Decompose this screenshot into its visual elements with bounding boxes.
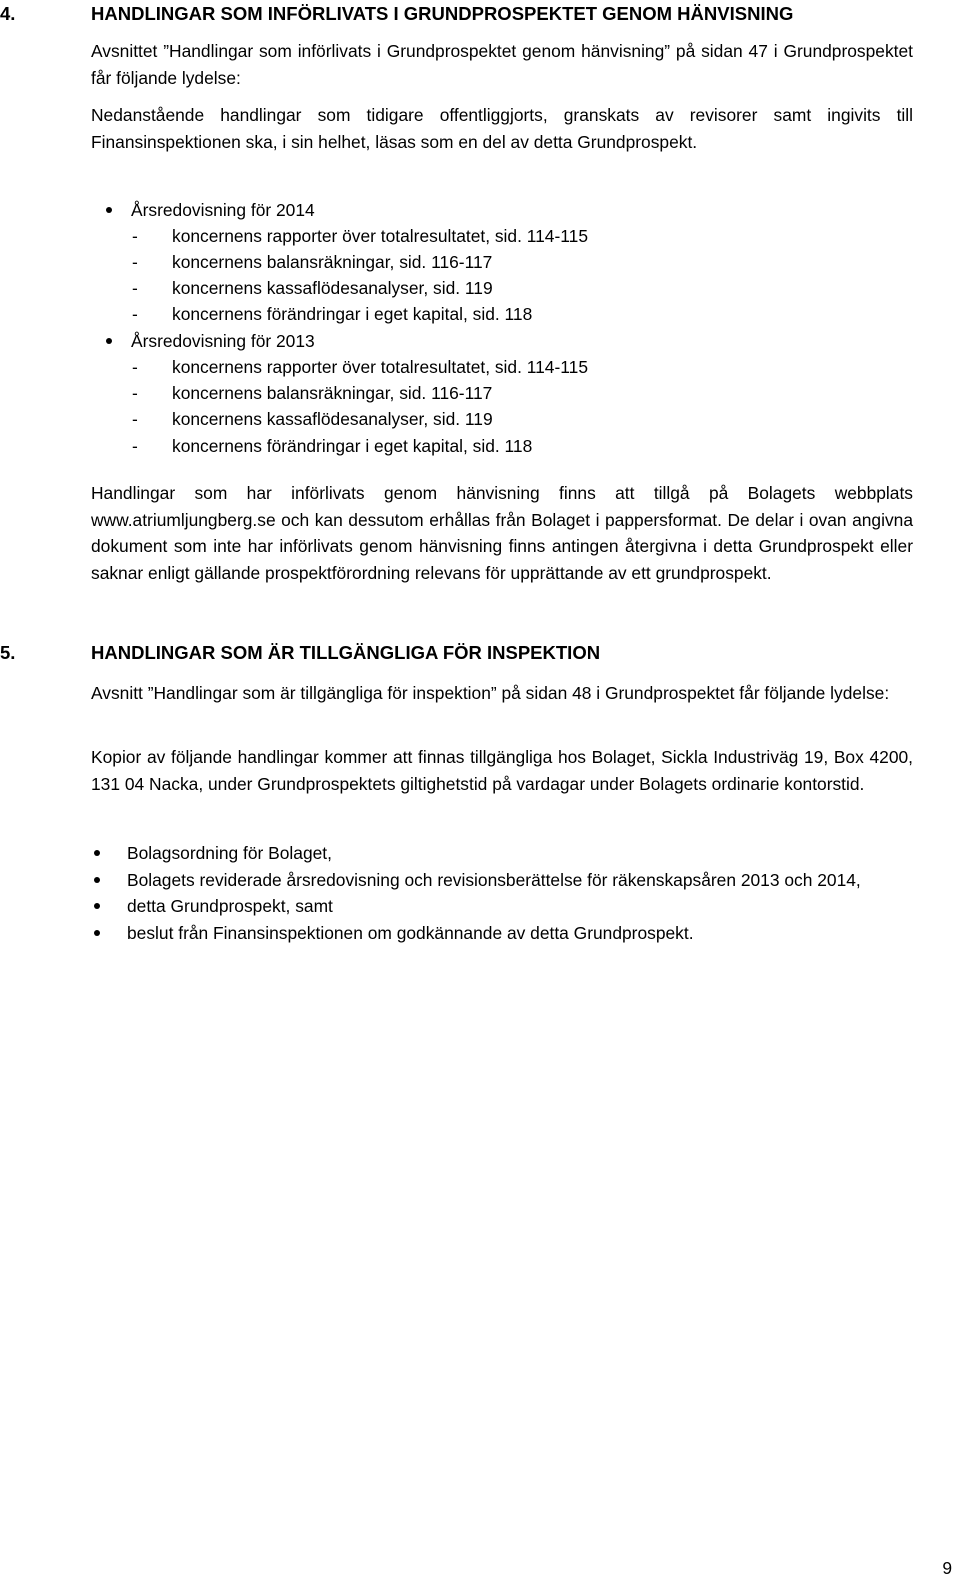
sub-item-label: koncernens kassaflödesanalyser, sid. 119 [172, 409, 493, 429]
bullet-icon [94, 877, 100, 883]
dash-marker: - [132, 357, 138, 377]
list-item [91, 840, 913, 867]
sub-item-label: koncernens balansräkningar, sid. 116-117 [172, 383, 493, 403]
bullet-icon [94, 903, 100, 909]
dash-marker: - [132, 436, 138, 456]
section-4-intro: Avsnittet ”Handlingar som införlivats i Grundprospektet genom hänvisning” på sidan 47 i Grundprospektet får följande lydelse: [91, 41, 913, 88]
list-item-label: beslut från Finansinspektionen om godkännande av detta Grundprospekt. [127, 922, 694, 943]
list-item-label: detta Grundprospekt, samt [127, 896, 333, 916]
section-5-number: 5. [0, 642, 16, 663]
sub-item-label: koncernens balansräkningar, sid. 116-117 [172, 252, 493, 272]
list-item [91, 893, 913, 920]
dash-marker: - [132, 278, 138, 298]
dash-marker: - [132, 226, 138, 246]
bullet-icon [94, 850, 100, 856]
section-4-paragraph-1: Nedanstående handlingar som tidigare offentliggjorts, granskats av revisorer samt ingivits till Finansinspektionen ska, i sin helhet, läsas som en del av detta Grundprospekt. [91, 105, 913, 152]
dash-marker: - [132, 409, 138, 429]
list-item-label: Bolagets reviderade årsredovisning och revisionsberättelse för räkenskapsåren 2013 och 2014, [127, 869, 861, 890]
dash-marker: - [132, 304, 138, 324]
bullet-icon [106, 338, 112, 344]
bullet-icon [94, 930, 100, 936]
sub-item-label: koncernens förändringar i eget kapital, sid. 118 [172, 304, 533, 324]
page-number: 9 [942, 1558, 952, 1578]
inspection-documents-list [91, 840, 913, 946]
list-item [91, 920, 913, 947]
section-5-paragraph-1: Kopior av följande handlingar kommer att finnas tillgängliga hos Bolaget, Sickla Industriväg 19, Box 4200, 131 04 Nacka, under Grundprospektets giltighetstid på vardagar under Bolagets ordinarie kontorstid. [91, 747, 913, 794]
sub-item-label: koncernens rapporter över totalresultatet, sid. 114-115 [172, 226, 588, 246]
report-2013-label: Årsredovisning för 2013 [131, 331, 315, 351]
section-5-title: HANDLINGAR SOM ÄR TILLGÄNGLIGA FÖR INSPEKTION [91, 642, 601, 663]
bullet-icon [106, 207, 112, 213]
report-2014-label: Årsredovisning för 2014 [131, 200, 315, 220]
sub-item-label: koncernens förändringar i eget kapital, sid. 118 [172, 436, 533, 456]
section-4-paragraph-2: Handlingar som har införlivats genom hänvisning finns att tillgå på Bolagets webbplats www.atriumljungberg.se och kan dessutom erhållas från Bolaget i pappersformat. De delar i ovan angivna dokument som inte har införlivats genom hänvisning finns antingen återgivna i detta Grundprospekt eller saknar enligt gällande prospektförordning relevans för upprättande av ett grundprospekt. [91, 483, 913, 583]
sub-item-label: koncernens kassaflödesanalyser, sid. 119 [172, 278, 493, 298]
dash-marker: - [132, 252, 138, 272]
section-4-number: 4. [0, 3, 16, 24]
sub-item-label: koncernens rapporter över totalresultatet, sid. 114-115 [172, 357, 588, 377]
section-4-title: HANDLINGAR SOM INFÖRLIVATS I GRUNDPROSPEKTET GENOM HÄNVISNING [91, 3, 794, 24]
section-5-intro: Avsnitt ”Handlingar som är tillgängliga för inspektion” på sidan 48 i Grundprospektet får följande lydelse: [91, 683, 890, 703]
dash-marker: - [132, 383, 138, 403]
list-item-label: Bolagsordning för Bolaget, [127, 843, 332, 863]
list-item [91, 867, 913, 894]
